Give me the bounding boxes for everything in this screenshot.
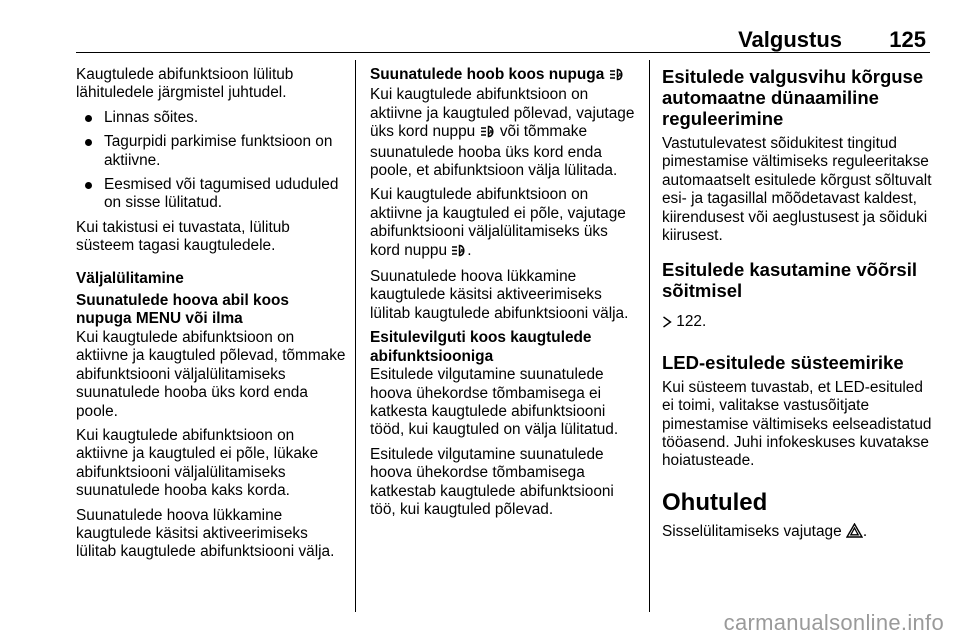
paragraph: Sisselülitamiseks vajutage .	[662, 523, 932, 543]
intro-paragraph: Kaugtulede abifunktsioon lülitub lähituledele järgmistel juhtudel.	[76, 66, 294, 102]
subheading-valjalulitamine: Väljalülitamine	[76, 269, 184, 287]
paragraph: Kui kaugtulede abifunktsioon on aktiivne ja kaugtuled ei põle, lükake abifunktsiooni väljalülitamiseks suunatulede hooba kaks korda.	[76, 426, 319, 500]
page-header	[76, 22, 930, 54]
heading-voorsil: Esitulede kasutamine võõrsil sõitmisel	[662, 259, 917, 302]
heading-ohutuled: Ohutuled	[662, 488, 768, 516]
paragraph: Suunatulede hoova lükkamine kaugtulede käsitsi aktiveerimiseks lülitab kaugtulede abifunktsiooni välja.	[370, 268, 629, 322]
paragraph: Kui süsteem tuvastab, et LED-esituled ei toimi, valitakse vastusõitjate pimestamise vältimiseks eelseadistatud tööasend. Juhi infokeskuses kuvatakse hoiatusteade.	[662, 378, 932, 470]
list-item: Tagurpidi parkimise funktsioon on aktiivne.	[76, 133, 346, 170]
bullet-icon	[85, 182, 92, 189]
subheading-esitule: Esitulevilguti koos kaugtulede abifunktsiooniga	[370, 329, 592, 365]
heading-valgusvihu: Esitulede valgusvihu kõrguse automaatne dünaamiline reguleerimine	[662, 66, 924, 129]
column-divider-2	[649, 60, 650, 612]
column-1	[76, 66, 346, 568]
paragraph: Esitulede vilgutamine suunatulede hoova ühekordse tõmbamisega ei katkesta kaugtulede abifunktsiooni tööd, kui kaugtuled on välja lülitatud.	[370, 366, 619, 439]
paragraph: Kui kaugtulede abifunktsioon on aktiivne ja kaugtuled põlevad, tõmmake abifunktsiooni väljalülitamiseks suunatulede hooba üks kord enda poole.	[76, 328, 346, 420]
svg-text:A: A	[488, 130, 493, 137]
paragraph: Kui kaugtulede abifunktsioon on aktiivne ja kaugtuled põlevad, vajutage üks kord nuppu A või tõmmake suunatulede hooba üks kord enda poole, et abifunktsioon välja lülitada.	[370, 86, 635, 180]
page-number: 125	[889, 27, 926, 52]
column-2	[370, 66, 638, 525]
paragraph: Suunatulede hoova lükkamine kaugtulede käsitsi aktiveerimiseks lülitab kaugtulede abifunktsiooni välja.	[76, 506, 335, 561]
paragraph: Esitulede vilgutamine suunatulede hoova ühekordse tõmbamisega katkestab kaugtulede abifunktsiooni töö, kui kaugtuled põlevad.	[370, 445, 614, 518]
header-divider	[76, 52, 930, 53]
bullet-icon	[85, 115, 92, 122]
bullet-icon	[85, 139, 92, 146]
subheading-menu: Suunatulede hoova abil koos nupuga MENU või ilma	[76, 292, 289, 328]
page-reference-arrow-icon	[662, 315, 672, 333]
subheading-hoob: Suunatulede hoob koos nupuga A	[370, 66, 638, 86]
svg-text:A: A	[617, 73, 622, 79]
list-item: Eesmised või tagumised ududuled on sisse lülitatud.	[76, 176, 346, 213]
column-3	[662, 66, 932, 549]
section-title: Valgustus	[738, 27, 842, 52]
high-beam-assist-icon	[480, 125, 496, 143]
list-item: Linnas sõites.	[76, 109, 346, 127]
paragraph: Kui takistusi ei tuvastata, lülitub süsteem tagasi kaugtuledele.	[76, 218, 290, 255]
heading-led: LED-esitulede süsteemirike	[662, 351, 904, 373]
hazard-warning-icon	[846, 523, 863, 543]
paragraph: Vastutulevatest sõidukitest tingitud pimestamise vältimiseks reguleeritakse automaatselt esitulede kõrgust sõltuvalt esi- ja tagasillal mõõdetavast kaldest, kiirendusest või aeglustusest ja sõiduki kiirusest.	[662, 135, 932, 245]
page-reference[interactable]: 122.	[662, 313, 932, 333]
svg-text:A: A	[460, 248, 465, 255]
high-beam-assist-icon	[609, 68, 625, 86]
watermark: carmanualsonline.info	[723, 610, 944, 635]
high-beam-assist-icon	[451, 244, 467, 262]
column-divider-1	[355, 60, 356, 612]
bullet-list	[76, 109, 346, 213]
paragraph: Kui kaugtulede abifunktsioon on aktiivne ja kaugtuled ei põle, vajutage abifunktsiooni väljalülitamiseks üks kord nuppu A .	[370, 186, 638, 262]
